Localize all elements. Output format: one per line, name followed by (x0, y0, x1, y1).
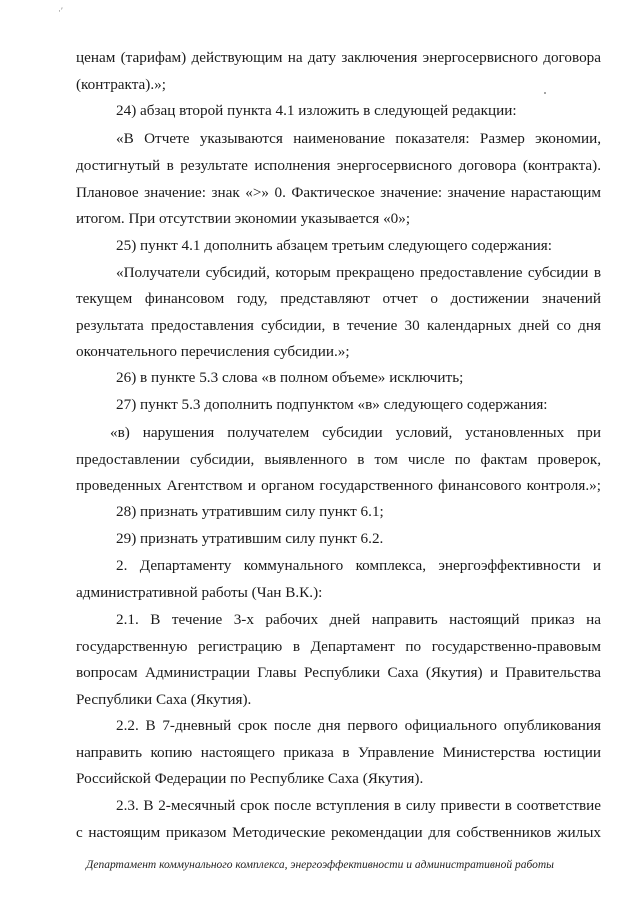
text-line: Плановое значение: знак «>» 0. Фактическое значение: значение нарастающим (76, 184, 601, 201)
text-line: 2.2. В 7-дневный срок после дня первого официального опубликования (116, 717, 601, 734)
text-line: 29) признать утратившим силу пункт 6.2. (116, 530, 384, 547)
text-line: «Получатели субсидий, которым прекращено предоставление субсидии в (116, 264, 601, 281)
text-line: 28) признать утратившим силу пункт 6.1; (116, 503, 384, 520)
page-footer: Департамент коммунального комплекса, энергоэффективности и административной работы (86, 859, 554, 871)
text-line: ценам (тарифам) действующим на дату заключения энергосервисного договора (76, 49, 601, 66)
text-line: административной работы (Чан В.К.): (76, 584, 323, 601)
text-line: результата предоставления субсидии, в течение 30 календарных дней со дня (76, 317, 601, 334)
text-line: «в) нарушения получателем субсидии условий, установленных при (110, 424, 601, 441)
text-line: текущем финансовом году, представляют отчет о достижении значений (76, 290, 601, 307)
text-line: Республики Саха (Якутия). (76, 691, 252, 708)
text-line: итогом. При отсутствии экономии указывается «0»; (76, 210, 411, 227)
text-line: направить копию настоящего приказа в Управление Министерства юстиции (76, 744, 601, 761)
text-line: окончательного перечисления субсидии.»; (76, 343, 350, 360)
text-line: государственную регистрацию в Департамент по государственно-правовым (76, 638, 601, 655)
text-line: Российской Федерации по Республике Саха (Якутия). (76, 770, 424, 787)
text-line: предоставлении субсидии, выявленного в том числе по фактам проверок, (76, 451, 601, 468)
text-line: 27) пункт 5.3 дополнить подпунктом «в» следующего содержания: (116, 396, 548, 413)
text-line: вопросам Администрации Главы Республики Саха (Якутия) и Правительства (76, 664, 601, 681)
text-line: 2.3. В 2-месячный срок после вступления в силу привести в соответствие (116, 797, 601, 814)
text-line: 2. Департаменту коммунального комплекса, энергоэффективности и (116, 557, 601, 574)
text-line: 24) абзац второй пункта 4.1 изложить в следующей редакции: (116, 102, 517, 119)
text-line: с настоящим приказом Методические рекомендации для собственников жилых (76, 824, 601, 841)
text-line: 25) пункт 4.1 дополнить абзацем третьим следующего содержания: (116, 237, 552, 254)
text-line: «В Отчете указываются наименование показателя: Размер экономии, (116, 130, 601, 147)
scan-mark: ·′ (58, 6, 63, 16)
text-line: 26) в пункте 5.3 слова «в полном объеме» исключить; (116, 369, 464, 386)
text-line: достигнутый в результате исполнения энергосервисного договора (контракта). (76, 157, 601, 174)
text-line: (контракта).»; (76, 76, 166, 93)
text-line: проведенных Агентством и органом государственного финансового контроля.»; (76, 477, 601, 494)
text-line: 2.1. В течение 3-х рабочих дней направить настоящий приказ на (116, 611, 601, 628)
